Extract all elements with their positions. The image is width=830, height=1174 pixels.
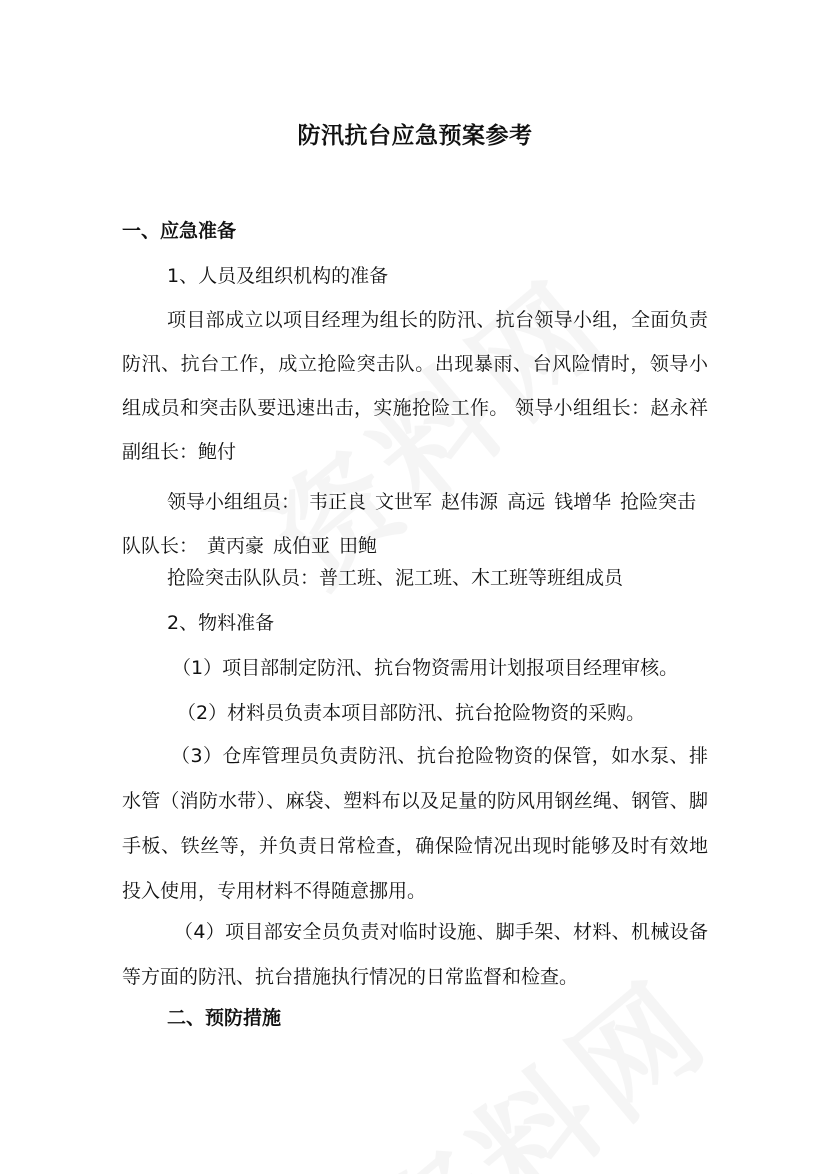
page-title: 防汛抗台应急预案参考	[297, 123, 533, 149]
personnel-paragraph: 项目部成立以项目经理为组长的防汛、抗台领导小组，全面负责防汛、抗台工作，成立抢险突击队。出现暴雨、台风险情时，领导小组成员和突击队要迅速出击，实施抢险工作。 领导小组组长：赵永祥 副组长：鲍付	[122, 309, 708, 463]
member-name: 文世军	[375, 491, 433, 513]
team-members-line: 抢险突击队队员：普工班、泥工班、木工班等班组成员	[167, 567, 624, 589]
members-label: 领导小组组员：	[167, 491, 301, 513]
members-paragraph	[122, 480, 712, 568]
materials-item-3: （3）仓库管理员负责防汛、抗台抢险物资的保管，如水泵、排水管（消防水带）、麻袋、塑料布以及足量的防风用钢丝绳、钢管、脚手板、铁丝等，并负责日常检查，确保险情况出现时能够及时有效地投入使用，专用材料不得随意挪用。	[122, 745, 708, 902]
captain-label: 抢险突击队队长：	[122, 491, 697, 557]
member-name: 高远	[507, 491, 546, 513]
member-name: 韦正良	[309, 491, 367, 513]
member-name: 钱增华	[554, 491, 612, 513]
materials-item-1: （1）项目部制定防汛、抗台物资需用计划报项目经理审核。	[172, 657, 679, 679]
materials-item-2: （2）材料员负责本项目部防汛、抗台抢险物资的采购。	[177, 702, 646, 724]
subsection-2-heading: 2、物料准备	[167, 612, 275, 634]
captain-name: 田鲍	[339, 535, 378, 557]
materials-item-4: （4）项目部安全员负责对临时设施、脚手架、材料、机械设备等方面的防汛、抗台措施执行情况的日常监督和检查。	[122, 921, 708, 988]
section-2-heading: 二、预防措施	[167, 1007, 282, 1029]
subsection-1-heading: 1、人员及组织机构的准备	[167, 265, 389, 287]
member-name: 赵伟源	[441, 491, 499, 513]
captain-name: 黄丙豪	[207, 535, 265, 557]
captain-name: 成伯亚	[273, 535, 331, 557]
section-1-heading: 一、应急准备	[122, 220, 237, 242]
